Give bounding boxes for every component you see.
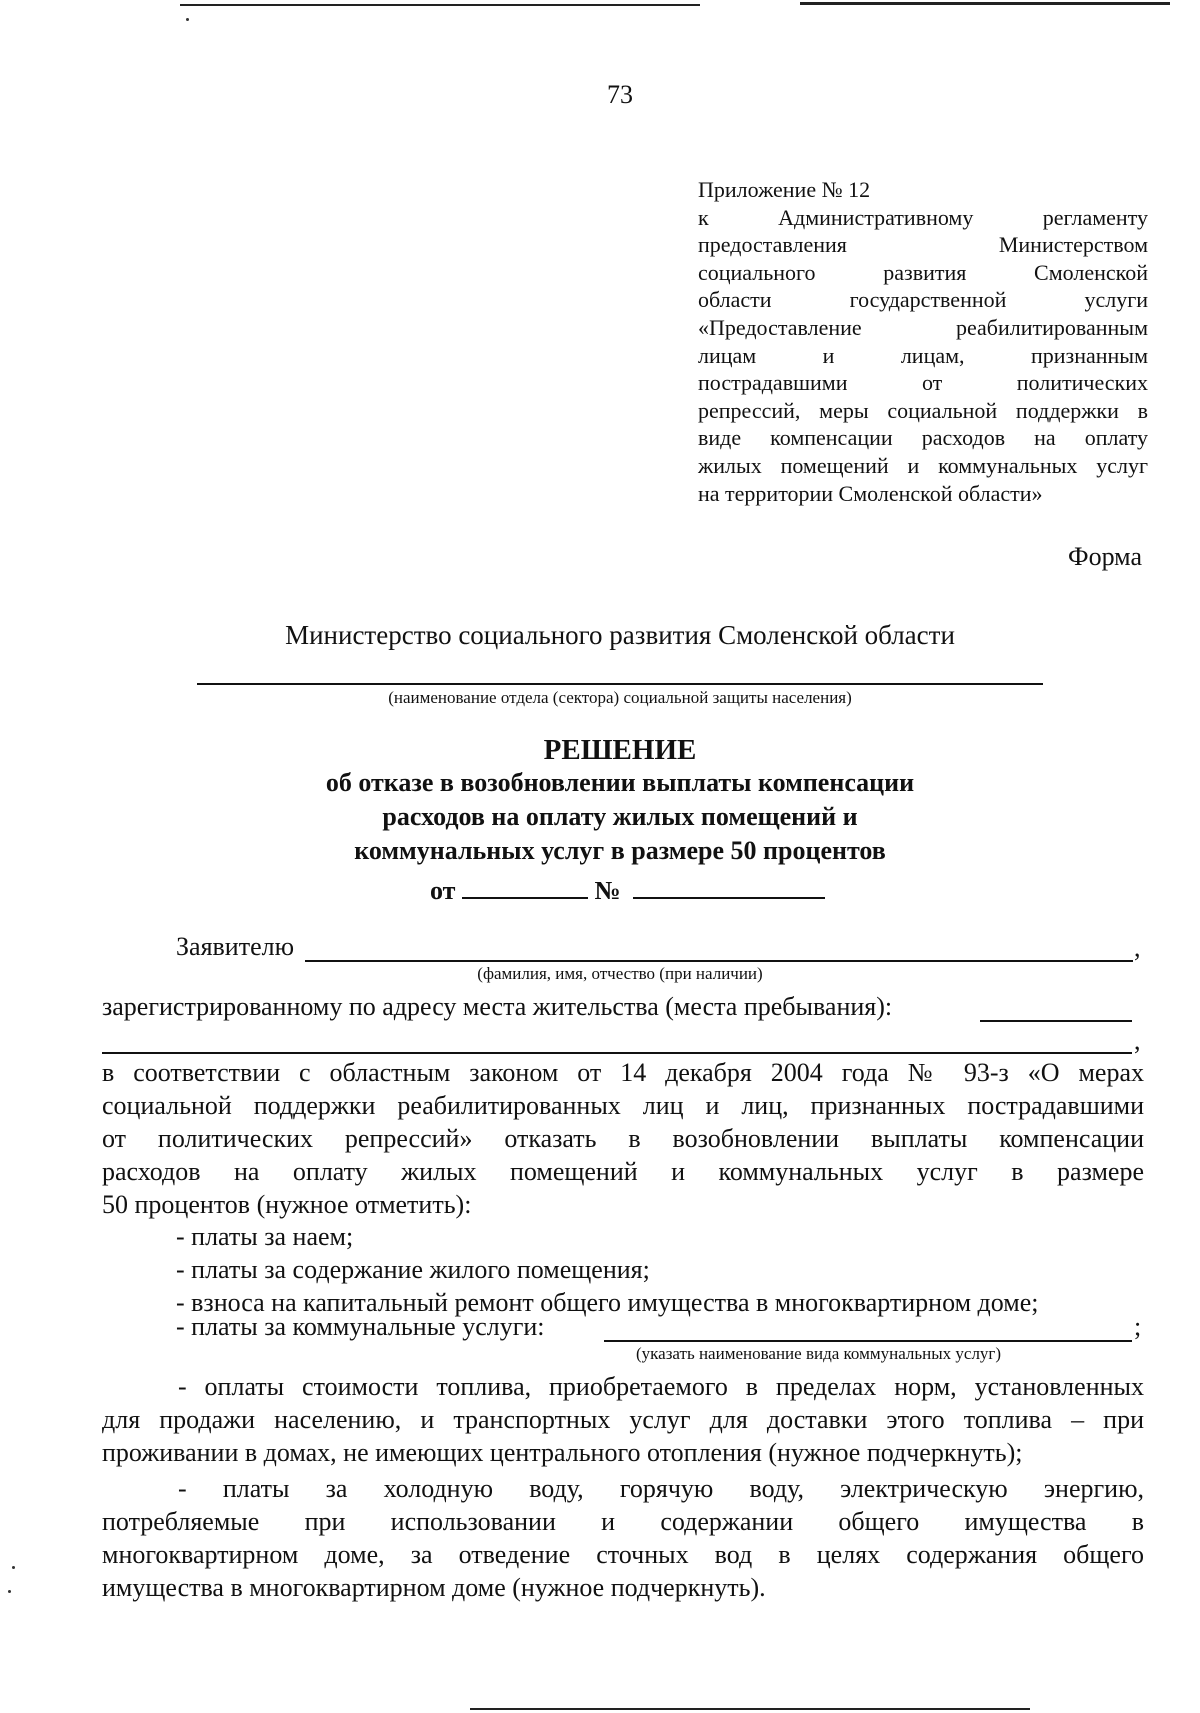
decision-title: РЕШЕНИЕ bbox=[543, 734, 697, 766]
utilities-caption: (указать наименование вида коммунальных услуг) bbox=[636, 1344, 1002, 1363]
decision-subtitle-line: об отказе в возобновлении выплаты компенсации bbox=[325, 768, 915, 797]
water-line: многоквартирном доме, за отведение сточных вод в целях содержания общего bbox=[102, 1540, 1144, 1569]
paragraph-line: социальной поддержки реабилитированных лиц и лиц, признанных пострадавшими bbox=[102, 1091, 1144, 1120]
fuel-item bbox=[102, 1370, 1144, 1469]
form-label: Форма bbox=[1068, 542, 1142, 571]
water-line: потребляемые при использовании и содержании общего имущества в bbox=[102, 1507, 1144, 1536]
water-line: - платы за холодную воду, горячую воду, электрическую энергию, bbox=[178, 1474, 1144, 1503]
address-field-line bbox=[102, 1052, 1132, 1054]
scan-edge-top-right bbox=[800, 2, 1170, 5]
address-field-line bbox=[980, 1020, 1132, 1022]
appendix-line: социального развития Смоленской bbox=[698, 259, 1148, 285]
item-rent: - платы за наем; bbox=[176, 1222, 354, 1251]
item-maintenance: - платы за содержание жилого помещения; bbox=[176, 1255, 650, 1284]
water-line: имущества в многоквартирном доме (нужное подчеркнуть). bbox=[102, 1573, 766, 1602]
page-number: 73 bbox=[607, 80, 633, 109]
appendix-line: жилых помещений и коммунальных услуг bbox=[698, 452, 1148, 478]
paragraph-line: от политических репрессий» отказать в возобновлении выплаты компенсации bbox=[102, 1124, 1144, 1153]
applicant-name-field bbox=[305, 960, 1133, 962]
appendix-line: к Административному регламенту bbox=[698, 204, 1148, 230]
decision-subtitle-line: расходов на оплату жилых помещений и bbox=[382, 802, 858, 831]
number-label: № bbox=[594, 876, 621, 905]
item-utilities: - платы за коммунальные услуги: bbox=[176, 1312, 545, 1341]
scan-edge-top-left bbox=[180, 4, 700, 6]
department-field-line bbox=[197, 683, 1043, 685]
applicant-label: Заявителю bbox=[176, 932, 295, 961]
appendix-line: виде компенсации расходов на оплату bbox=[698, 425, 1148, 451]
item-capital-repair: - взноса на капитальный ремонт общего имущества в многоквартирном доме; bbox=[176, 1288, 1039, 1317]
number-field bbox=[633, 877, 825, 899]
appendix-line: репрессий, меры социальной поддержки в bbox=[698, 397, 1148, 423]
appendix-line: «Предоставление реабилитированным bbox=[698, 314, 1148, 340]
paragraph-line: в соответствии с областным законом от 14 декабря 2004 года № 93-з «О мерах bbox=[102, 1058, 1144, 1087]
decision-date-number-line bbox=[430, 876, 825, 906]
utilities-semicolon: ; bbox=[1134, 1312, 1142, 1341]
utilities-field-line bbox=[604, 1340, 1132, 1342]
date-label: от bbox=[430, 876, 456, 905]
appendix-line: на территории Смоленской области» bbox=[698, 480, 1043, 506]
fio-caption: (фамилия, имя, отчество (при наличии) bbox=[477, 964, 763, 983]
fuel-line: проживании в домах, не имеющих центрального отопления (нужное подчеркнуть); bbox=[102, 1438, 1023, 1467]
paragraph-line: 50 процентов (нужное отметить): bbox=[102, 1190, 472, 1219]
appendix-reference bbox=[698, 176, 1148, 507]
appendix-line: лицам и лицам, признанным bbox=[698, 342, 1148, 368]
water-item bbox=[102, 1472, 1144, 1604]
address-label: зарегистрированному по адресу места жительства (места пребывания): bbox=[102, 992, 893, 1021]
scan-speck bbox=[186, 18, 189, 21]
appendix-line: предоставления Министерством bbox=[698, 232, 1148, 258]
scan-speck bbox=[12, 1566, 15, 1569]
scan-speck bbox=[8, 1590, 11, 1593]
applicant-comma: , bbox=[1134, 933, 1141, 962]
main-paragraph bbox=[102, 1056, 1144, 1221]
fuel-line: для продажи населению, и транспортных услуг для доставки этого топлива – при bbox=[102, 1405, 1144, 1434]
date-field bbox=[462, 877, 588, 899]
paragraph-line: расходов на оплату жилых помещений и коммунальных услуг в размере bbox=[102, 1157, 1144, 1186]
address-comma: , bbox=[1134, 1026, 1141, 1055]
department-caption: (наименование отдела (сектора) социальной защиты населения) bbox=[388, 688, 852, 707]
scan-edge-bottom bbox=[470, 1708, 1030, 1710]
appendix-line: области государственной услуги bbox=[698, 287, 1148, 313]
appendix-title: Приложение № 12 bbox=[698, 177, 871, 202]
fuel-line: - оплаты стоимости топлива, приобретаемого в пределах норм, установленных bbox=[178, 1372, 1144, 1401]
decision-subtitle-line: коммунальных услуг в размере 50 процентов bbox=[354, 836, 886, 865]
ministry-name: Министерство социального развития Смоленской области bbox=[285, 620, 955, 650]
appendix-line: пострадавшими от политических bbox=[698, 370, 1148, 396]
